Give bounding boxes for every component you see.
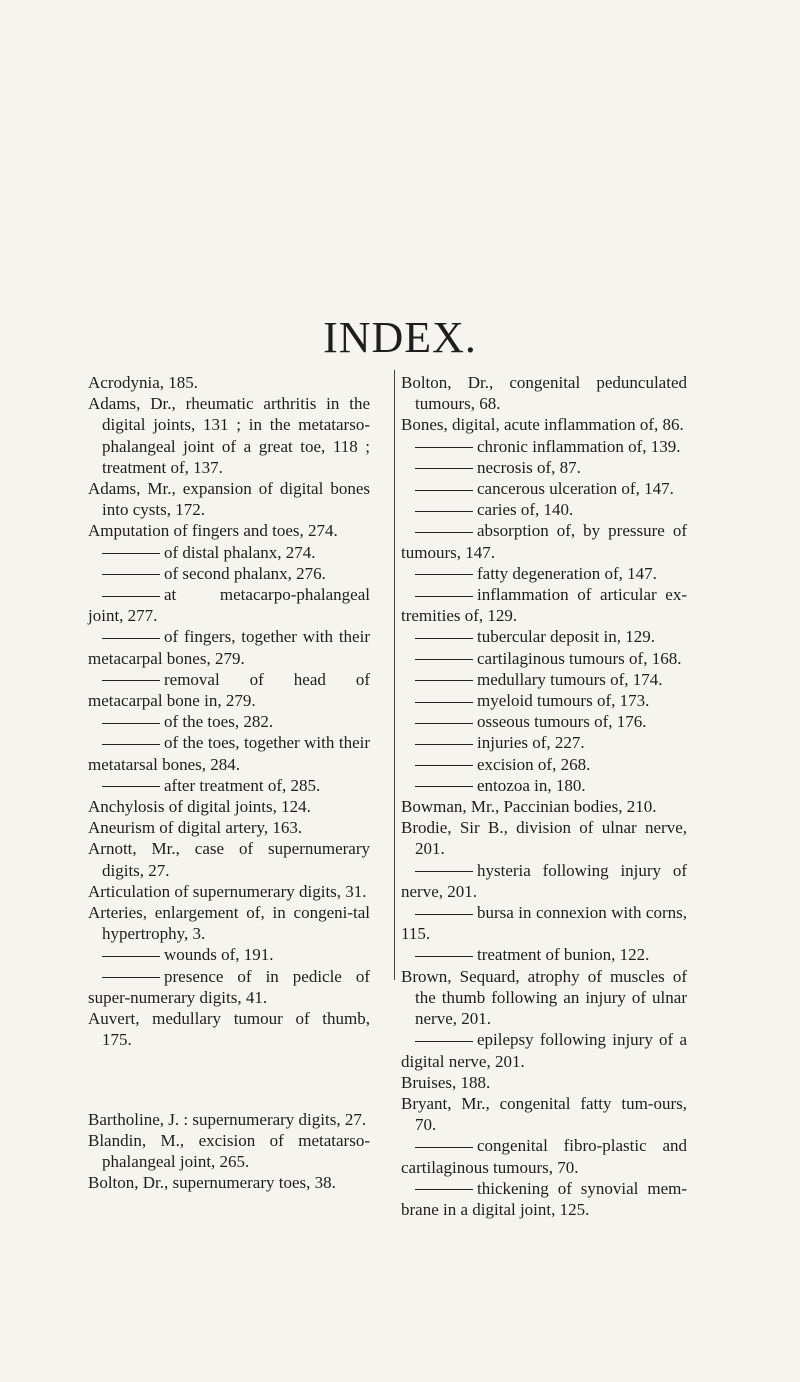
entry-text: Aneurism of digital artery, 163. xyxy=(88,818,303,838)
index-subentry xyxy=(88,944,370,965)
entry-text: caries of, 140. xyxy=(477,500,574,520)
index-subentry xyxy=(401,478,687,499)
entry-text: Bruises, 188. xyxy=(401,1072,491,1092)
index-entry xyxy=(88,520,370,541)
index-subentry xyxy=(401,902,687,944)
entry-text: Arteries, enlargement of, in congeni-tal hypertrophy, 3. xyxy=(88,903,370,944)
index-subentry xyxy=(401,711,687,732)
entry-text: fatty degeneration of, 147. xyxy=(477,563,657,583)
entry-text: bursa in connexion with corns, 115. xyxy=(401,903,687,944)
ditto-dash xyxy=(102,574,160,575)
ditto-dash xyxy=(102,723,160,724)
index-subentry xyxy=(401,732,687,753)
index-subentry xyxy=(88,542,370,563)
index-entry xyxy=(88,838,370,880)
entry-text: Brown, Sequard, atrophy of muscles of the thumb following an injury of ulnar nerve, 201. xyxy=(401,966,687,1029)
entry-text: Bolton, Dr., congenital pedunculated tumours, 68. xyxy=(401,373,687,414)
ditto-dash xyxy=(102,680,160,681)
ditto-dash xyxy=(415,596,473,597)
entry-text: epilepsy following injury of a digital nerve, 201. xyxy=(401,1030,687,1071)
index-entry xyxy=(88,817,370,838)
entry-text: cancerous ulceration of, 147. xyxy=(477,479,674,499)
entry-text: of second phalanx, 276. xyxy=(164,563,326,583)
index-entry xyxy=(401,966,687,1030)
entry-text: Arnott, Mr., case of supernumerary digits, 27. xyxy=(88,839,370,880)
index-entry xyxy=(401,796,687,817)
index-subentry xyxy=(401,1135,687,1177)
entry-text: treatment of bunion, 122. xyxy=(477,945,650,965)
entry-text: necrosis of, 87. xyxy=(477,457,581,477)
index-subentry xyxy=(401,436,687,457)
ditto-dash xyxy=(415,744,473,745)
index-entry xyxy=(88,478,370,520)
ditto-dash xyxy=(415,574,473,575)
ditto-dash xyxy=(415,447,473,448)
entry-text: Brodie, Sir B., division of ulnar nerve, 201. xyxy=(401,818,687,859)
index-subentry xyxy=(401,775,687,796)
index-entry xyxy=(88,1109,370,1130)
ditto-dash xyxy=(415,532,473,533)
ditto-dash xyxy=(415,638,473,639)
entry-text: entozoa in, 180. xyxy=(477,775,586,795)
entry-text: Acrodynia, 185. xyxy=(88,373,199,392)
entry-text: presence of in pedicle of super-numerary digits, 41. xyxy=(88,966,370,1007)
index-subentry xyxy=(401,944,687,965)
index-entry xyxy=(88,372,370,393)
ditto-dash xyxy=(415,659,473,660)
index-subentry xyxy=(88,732,370,774)
ditto-dash xyxy=(415,723,473,724)
entry-text: of distal phalanx, 274. xyxy=(164,542,316,562)
index-subentry xyxy=(88,626,370,668)
index-subentry xyxy=(401,520,687,562)
ditto-dash xyxy=(415,680,473,681)
entry-text: inflammation of articular ex-tremities of, 129. xyxy=(401,585,687,626)
index-entry xyxy=(401,372,687,414)
ditto-dash xyxy=(415,1189,473,1190)
entry-text: hysteria following injury of nerve, 201. xyxy=(401,860,687,901)
entry-text: Bowman, Mr., Paccinian bodies, 210. xyxy=(401,797,657,817)
index-entry xyxy=(401,414,687,435)
entry-text: absorption of, by pressure of tumours, 147. xyxy=(401,521,687,562)
entry-text: Auvert, medullary tumour of thumb, 175. xyxy=(88,1009,370,1050)
index-subentry xyxy=(401,669,687,690)
index-entry xyxy=(88,1172,370,1193)
ditto-dash xyxy=(415,956,473,957)
ditto-dash xyxy=(415,871,473,872)
index-subentry xyxy=(401,563,687,584)
column-divider xyxy=(394,370,395,980)
entry-text: Bryant, Mr., congenital fatty tum-ours, 70. xyxy=(401,1093,687,1135)
entry-text: wounds of, 191. xyxy=(164,945,274,965)
ditto-dash xyxy=(102,977,160,978)
index-subentry xyxy=(401,1029,687,1071)
entry-text: Articulation of supernumerary digits, 31. xyxy=(88,881,367,901)
entry-text: of the toes, 282. xyxy=(164,712,274,732)
ditto-dash xyxy=(415,765,473,766)
ditto-dash xyxy=(415,914,473,915)
index-subentry xyxy=(88,563,370,584)
index-subentry xyxy=(401,584,687,626)
entry-text: of the toes, together with their metatarsal bones, 284. xyxy=(88,733,370,774)
entry-text: Amputation of fingers and toes, 274. xyxy=(88,521,338,541)
entry-text: at metacarpo-phalangeal joint, 277. xyxy=(88,585,370,626)
ditto-dash xyxy=(102,744,160,745)
ditto-dash xyxy=(102,638,160,639)
index-subentry xyxy=(401,690,687,711)
index-subentry xyxy=(401,499,687,520)
ditto-dash xyxy=(415,702,473,703)
entry-text: removal of head of metacarpal bone in, 279. xyxy=(88,669,370,711)
entry-text: tubercular deposit in, 129. xyxy=(477,627,655,647)
entry-text: injuries of, 227. xyxy=(477,733,585,753)
entry-text: Bolton, Dr., supernumerary toes, 38. xyxy=(88,1173,336,1193)
index-entry xyxy=(88,1008,370,1050)
index-subentry xyxy=(401,626,687,647)
entry-text: chronic inflammation of, 139. xyxy=(477,436,681,456)
index-subentry xyxy=(88,711,370,732)
index-entry xyxy=(88,796,370,817)
entry-text: cartilaginous tumours of, 168. xyxy=(477,648,682,668)
index-column-right xyxy=(401,372,687,1220)
entry-text: excision of, 268. xyxy=(477,754,591,774)
entry-text: Anchylosis of digital joints, 124. xyxy=(88,797,311,817)
index-subentry xyxy=(88,584,370,626)
index-subentry xyxy=(401,754,687,775)
entry-text: medullary tumours of, 174. xyxy=(477,669,663,689)
ditto-dash xyxy=(102,596,160,597)
entry-text: thickening of synovial mem-brane in a digital joint, 125. xyxy=(401,1178,687,1219)
index-entry xyxy=(401,1072,687,1093)
ditto-dash xyxy=(102,553,160,554)
index-subentry xyxy=(401,648,687,669)
page-title: INDEX. xyxy=(323,313,477,362)
index-entry xyxy=(401,817,687,859)
ditto-dash xyxy=(415,490,473,491)
entry-text: after treatment of, 285. xyxy=(164,775,321,795)
index-subentry xyxy=(88,669,370,711)
index-subentry xyxy=(401,1178,687,1220)
ditto-dash xyxy=(415,468,473,469)
index-subentry xyxy=(401,860,687,902)
entry-text: Bartholine, J. : supernumerary digits, 27. xyxy=(88,1109,367,1129)
entry-text: Bones, digital, acute inflammation of, 86. xyxy=(401,415,684,435)
index-entry xyxy=(88,902,370,944)
entry-text: myeloid tumours of, 173. xyxy=(477,691,650,711)
index-subentry xyxy=(88,775,370,796)
index-column-left xyxy=(88,372,370,1193)
section-gap xyxy=(88,1051,370,1109)
ditto-dash xyxy=(415,1041,473,1042)
index-entry xyxy=(88,881,370,902)
entry-text: Blandin, M., excision of metatarso-phalangeal joint, 265. xyxy=(88,1130,370,1171)
entry-text: osseous tumours of, 176. xyxy=(477,712,647,732)
index-entry xyxy=(88,393,370,478)
entry-text: congenital fibro-plastic and cartilaginous tumours, 70. xyxy=(401,1136,687,1177)
ditto-dash xyxy=(102,786,160,787)
index-entry xyxy=(88,1130,370,1172)
index-entry xyxy=(401,1093,687,1135)
entry-text: of fingers, together with their metacarpal bones, 279. xyxy=(88,627,370,668)
ditto-dash xyxy=(415,786,473,787)
ditto-dash xyxy=(102,956,160,957)
ditto-dash xyxy=(415,1147,473,1148)
ditto-dash xyxy=(415,511,473,512)
entry-text: Adams, Dr., rheumatic arthritis in the digital joints, 131 ; in the metatarso-phalangeal joint of a great toe, 118 ; treatment of, 137. xyxy=(88,394,370,477)
index-subentry xyxy=(401,457,687,478)
index-subentry xyxy=(88,966,370,1008)
entry-text: Adams, Mr., expansion of digital bones into cysts, 172. xyxy=(88,479,370,520)
